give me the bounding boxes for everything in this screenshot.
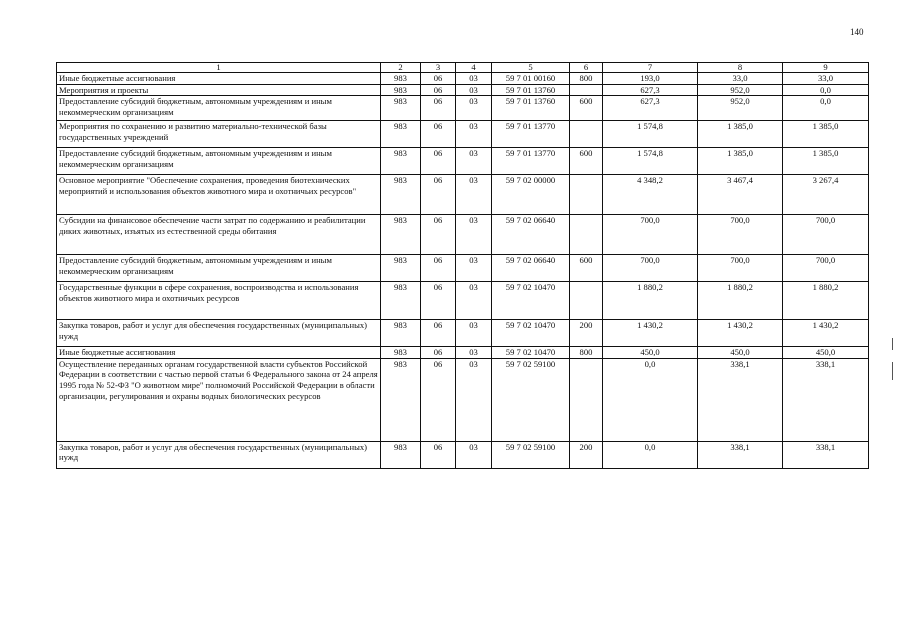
row-admin-code: 983: [381, 73, 421, 85]
row-subsection: 03: [456, 441, 492, 468]
row-admin-code: 983: [381, 215, 421, 255]
column-header-5: 5: [492, 63, 570, 73]
column-header-7: 7: [603, 63, 698, 73]
table-row: [57, 84, 869, 96]
row-amount-col8: 952,0: [698, 96, 783, 121]
table-row: [57, 320, 869, 347]
row-amount-col7: 1 430,2: [603, 320, 698, 347]
row-amount-col8: 33,0: [698, 73, 783, 85]
row-name: Осуществление переданных органам государственной власти субъектов Российской Федерации в соответствии с частью первой статьи 6 Федерального закона от 24 апреля 1995 года № 52-ФЗ "О животном мире" полномочий Российской Федерации в области организации, регулирования и охраны водных биологических ресурсов: [57, 358, 381, 441]
row-name: Закупка товаров, работ и услуг для обеспечения государственных (муниципальных) нужд: [57, 441, 381, 468]
row-section: 06: [421, 121, 456, 148]
table-row: [57, 215, 869, 255]
row-amount-col8: 338,1: [698, 441, 783, 468]
row-expense-type: 200: [570, 320, 603, 347]
row-amount-col9: 3 267,4: [783, 175, 869, 215]
row-target-article: 59 7 01 13760: [492, 96, 570, 121]
row-target-article: 59 7 02 06640: [492, 255, 570, 282]
budget-table: [56, 62, 869, 469]
row-section: 06: [421, 358, 456, 441]
row-section: 06: [421, 148, 456, 175]
column-header-6: 6: [570, 63, 603, 73]
table-row: [57, 73, 869, 85]
row-amount-col7: 0,0: [603, 441, 698, 468]
row-target-article: 59 7 01 13770: [492, 121, 570, 148]
row-amount-col7: 627,3: [603, 96, 698, 121]
row-admin-code: 983: [381, 148, 421, 175]
row-name: Мероприятия и проекты: [57, 84, 381, 96]
table-row: [57, 358, 869, 441]
row-admin-code: 983: [381, 320, 421, 347]
row-amount-col9: 0,0: [783, 96, 869, 121]
row-name: Предоставление субсидий бюджетным, автономным учреждениям и иным некоммерческим организациям: [57, 255, 381, 282]
row-subsection: 03: [456, 358, 492, 441]
row-section: 06: [421, 347, 456, 359]
row-subsection: 03: [456, 282, 492, 320]
row-target-article: 59 7 02 10470: [492, 282, 570, 320]
row-admin-code: 983: [381, 84, 421, 96]
row-amount-col9: 338,1: [783, 441, 869, 468]
column-header-8: 8: [698, 63, 783, 73]
row-subsection: 03: [456, 320, 492, 347]
row-name: Предоставление субсидий бюджетным, автономным учреждениям и иным некоммерческим организациям: [57, 148, 381, 175]
row-section: 06: [421, 441, 456, 468]
row-expense-type: 600: [570, 255, 603, 282]
row-target-article: 59 7 02 10470: [492, 320, 570, 347]
row-name: Государственные функции в сфере сохранения, воспроизводства и использования объектов животного мира и охотничьих ресурсов: [57, 282, 381, 320]
row-admin-code: 983: [381, 347, 421, 359]
row-name: Мероприятия по сохранению и развитию материально-технической базы государственных учреждений: [57, 121, 381, 148]
row-subsection: 03: [456, 73, 492, 85]
row-target-article: 59 7 02 00000: [492, 175, 570, 215]
row-subsection: 03: [456, 175, 492, 215]
row-expense-type: 800: [570, 347, 603, 359]
row-amount-col7: 1 574,8: [603, 121, 698, 148]
row-amount-col9: 450,0: [783, 347, 869, 359]
row-expense-type: [570, 215, 603, 255]
row-subsection: 03: [456, 121, 492, 148]
row-expense-type: 600: [570, 148, 603, 175]
row-amount-col8: 1 880,2: [698, 282, 783, 320]
table-row: [57, 121, 869, 148]
scan-mark: [892, 362, 893, 380]
row-amount-col7: 700,0: [603, 255, 698, 282]
row-expense-type: [570, 121, 603, 148]
column-header-1: 1: [57, 63, 381, 73]
row-name: Основное мероприятие "Обеспечение сохранения, проведения биотехнических мероприятий и использования объектов животного мира и охотничьих ресурсов": [57, 175, 381, 215]
row-subsection: 03: [456, 215, 492, 255]
column-header-3: 3: [421, 63, 456, 73]
header-row: [57, 63, 869, 73]
row-section: 06: [421, 175, 456, 215]
row-expense-type: 600: [570, 96, 603, 121]
row-name: Субсидии на финансовое обеспечение части затрат по содержанию и реабилитации диких животных, изъятых из естественной среды обитания: [57, 215, 381, 255]
row-amount-col9: 1 385,0: [783, 121, 869, 148]
row-amount-col8: 1 430,2: [698, 320, 783, 347]
row-amount-col9: 700,0: [783, 215, 869, 255]
row-expense-type: 800: [570, 73, 603, 85]
column-header-2: 2: [381, 63, 421, 73]
column-header-4: 4: [456, 63, 492, 73]
row-section: 06: [421, 96, 456, 121]
row-amount-col9: 0,0: [783, 84, 869, 96]
row-expense-type: [570, 358, 603, 441]
row-amount-col9: 1 385,0: [783, 148, 869, 175]
row-amount-col9: 1 430,2: [783, 320, 869, 347]
table-row: [57, 175, 869, 215]
row-admin-code: 983: [381, 121, 421, 148]
row-amount-col8: 3 467,4: [698, 175, 783, 215]
table-row: [57, 148, 869, 175]
row-amount-col8: 952,0: [698, 84, 783, 96]
row-section: 06: [421, 255, 456, 282]
row-amount-col7: 627,3: [603, 84, 698, 96]
row-target-article: 59 7 02 59100: [492, 441, 570, 468]
row-subsection: 03: [456, 84, 492, 96]
row-amount-col8: 700,0: [698, 255, 783, 282]
row-subsection: 03: [456, 148, 492, 175]
row-amount-col7: 1 880,2: [603, 282, 698, 320]
row-amount-col7: 0,0: [603, 358, 698, 441]
row-admin-code: 983: [381, 358, 421, 441]
row-subsection: 03: [456, 255, 492, 282]
column-header-9: 9: [783, 63, 869, 73]
row-amount-col7: 450,0: [603, 347, 698, 359]
row-amount-col7: 700,0: [603, 215, 698, 255]
row-admin-code: 983: [381, 441, 421, 468]
row-target-article: 59 7 01 00160: [492, 73, 570, 85]
row-amount-col9: 700,0: [783, 255, 869, 282]
row-amount-col7: 4 348,2: [603, 175, 698, 215]
row-target-article: 59 7 01 13770: [492, 148, 570, 175]
row-expense-type: [570, 84, 603, 96]
row-target-article: 59 7 02 10470: [492, 347, 570, 359]
table-row: [57, 255, 869, 282]
row-admin-code: 983: [381, 175, 421, 215]
row-amount-col8: 450,0: [698, 347, 783, 359]
row-name: Предоставление субсидий бюджетным, автономным учреждениям и иным некоммерческим организациям: [57, 96, 381, 121]
row-subsection: 03: [456, 96, 492, 121]
page-number: 140: [850, 27, 864, 37]
row-amount-col8: 1 385,0: [698, 121, 783, 148]
row-expense-type: [570, 175, 603, 215]
row-amount-col9: 338,1: [783, 358, 869, 441]
row-subsection: 03: [456, 347, 492, 359]
row-target-article: 59 7 02 59100: [492, 358, 570, 441]
row-target-article: 59 7 01 13760: [492, 84, 570, 96]
table-row: [57, 282, 869, 320]
row-amount-col7: 1 574,8: [603, 148, 698, 175]
row-name: Иные бюджетные ассигнования: [57, 347, 381, 359]
row-amount-col7: 193,0: [603, 73, 698, 85]
row-admin-code: 983: [381, 255, 421, 282]
table-row: [57, 96, 869, 121]
row-admin-code: 983: [381, 282, 421, 320]
row-name: Закупка товаров, работ и услуг для обеспечения государственных (муниципальных) нужд: [57, 320, 381, 347]
row-expense-type: [570, 282, 603, 320]
row-target-article: 59 7 02 06640: [492, 215, 570, 255]
row-section: 06: [421, 282, 456, 320]
row-expense-type: 200: [570, 441, 603, 468]
row-section: 06: [421, 84, 456, 96]
table-row: [57, 441, 869, 468]
scan-mark: [892, 338, 893, 350]
row-amount-col9: 1 880,2: [783, 282, 869, 320]
row-section: 06: [421, 215, 456, 255]
row-admin-code: 983: [381, 96, 421, 121]
row-section: 06: [421, 73, 456, 85]
row-amount-col8: 1 385,0: [698, 148, 783, 175]
row-amount-col9: 33,0: [783, 73, 869, 85]
row-amount-col8: 700,0: [698, 215, 783, 255]
table-row: [57, 347, 869, 359]
row-amount-col8: 338,1: [698, 358, 783, 441]
row-name: Иные бюджетные ассигнования: [57, 73, 381, 85]
row-section: 06: [421, 320, 456, 347]
